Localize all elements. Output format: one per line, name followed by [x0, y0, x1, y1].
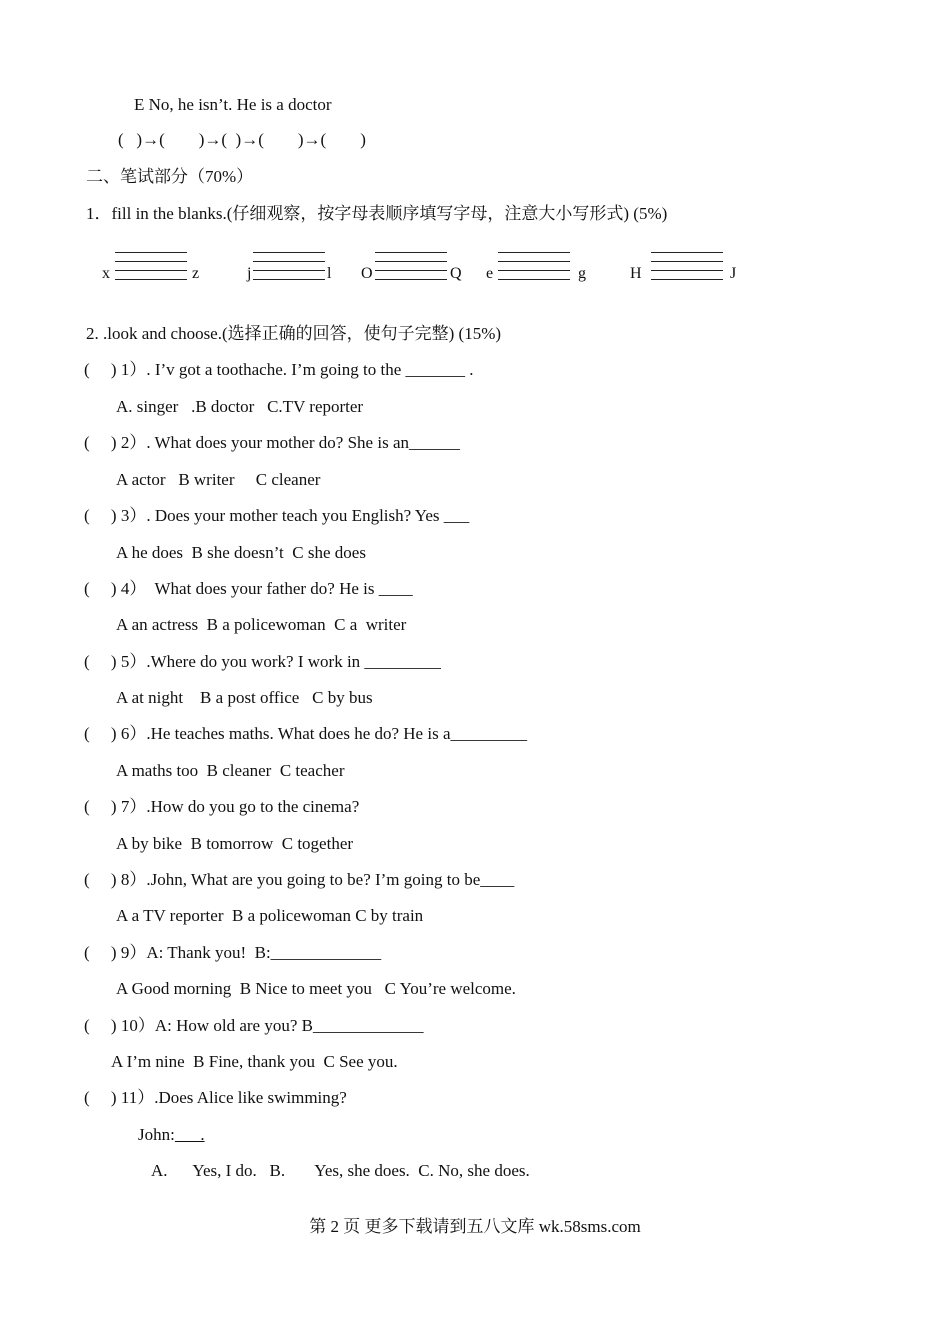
writing-lines[interactable] — [498, 252, 570, 288]
writing-lines[interactable] — [651, 252, 723, 288]
given-letter: x — [102, 265, 110, 282]
part1-title: 1．fill in the blanks.(仔细观察，按字母表顺序填写字母，注意大小写形式) (5%) — [86, 204, 668, 223]
option-e: E No, he isn’t. He is a doctor — [134, 95, 332, 114]
question-7: ( ) 7）.How do you go to the cinema? — [84, 797, 360, 816]
options-9: A Good morning B Nice to meet you C You’re welcome. — [116, 979, 516, 998]
question-3: ( ) 3）. Does your mother teach you English? Yes ___ — [84, 506, 470, 525]
given-letter: H — [630, 265, 642, 282]
question-8: ( ) 8）.John, What are you going to be? I’m going to be____ — [84, 870, 515, 889]
given-letter: e — [486, 265, 494, 282]
given-letter: l — [327, 265, 332, 282]
question-6: ( ) 6）.He teaches maths. What does he do? He is a_________ — [84, 724, 527, 743]
question-2: ( ) 2）. What does your mother do? She is an______ — [84, 433, 460, 452]
options-3: A he does B she doesn’t C she does — [116, 543, 366, 562]
answer-sequence: ( )→( )→( )→( )→( ) — [118, 130, 366, 149]
q11-answer-line — [138, 1125, 205, 1145]
options-2: A actor B writer C cleaner — [116, 470, 321, 489]
page-footer: 第 2 页 更多下载请到五八文库 wk.58sms.com — [309, 1217, 641, 1236]
options-7: A by bike B tomorrow C together — [116, 834, 354, 853]
writing-lines[interactable] — [115, 252, 187, 288]
part2-title: 2. .look and choose.(选择正确的回答，使句子完整) (15%) — [86, 324, 502, 343]
given-letter: j — [247, 265, 252, 282]
given-letter: g — [578, 265, 586, 282]
options-10: A I’m nine B Fine, thank you C See you. — [111, 1052, 398, 1071]
question-10: ( ) 10）A: How old are you? B_____________ — [84, 1016, 424, 1035]
q11-options: A. Yes, I do. B. Yes, she does. C. No, she does. — [151, 1161, 530, 1180]
writing-lines[interactable] — [253, 252, 325, 288]
question-4: ( ) 4） What does your father do? He is ____ — [84, 579, 413, 598]
options-1: A. singer .B doctor C.TV reporter — [116, 397, 364, 416]
question-11: ( ) 11）.Does Alice like swimming? — [84, 1088, 347, 1107]
q11-speaker: John: — [138, 1125, 175, 1144]
q11-answer-blank[interactable]: . — [174, 1125, 205, 1144]
options-6: A maths too B cleaner C teacher — [116, 761, 345, 780]
question-9: ( ) 9）A: Thank you! B:_____________ — [84, 943, 382, 962]
question-1: ( ) 1）. I’v got a toothache. I’m going to the _______ . — [84, 360, 474, 379]
given-letter: Q — [450, 265, 462, 282]
given-letter: J — [730, 265, 737, 282]
writing-lines[interactable] — [375, 252, 447, 288]
given-letter: z — [192, 265, 200, 282]
given-letter: O — [361, 265, 373, 282]
question-5: ( ) 5）.Where do you work? I work in _________ — [84, 652, 441, 671]
options-4: A an actress B a policewoman C a writer — [116, 615, 407, 634]
section-heading: 二、笔试部分（70%） — [86, 167, 254, 186]
options-8: A a TV reporter B a policewoman C by train — [116, 906, 424, 925]
options-5: A at night B a post office C by bus — [116, 688, 373, 707]
